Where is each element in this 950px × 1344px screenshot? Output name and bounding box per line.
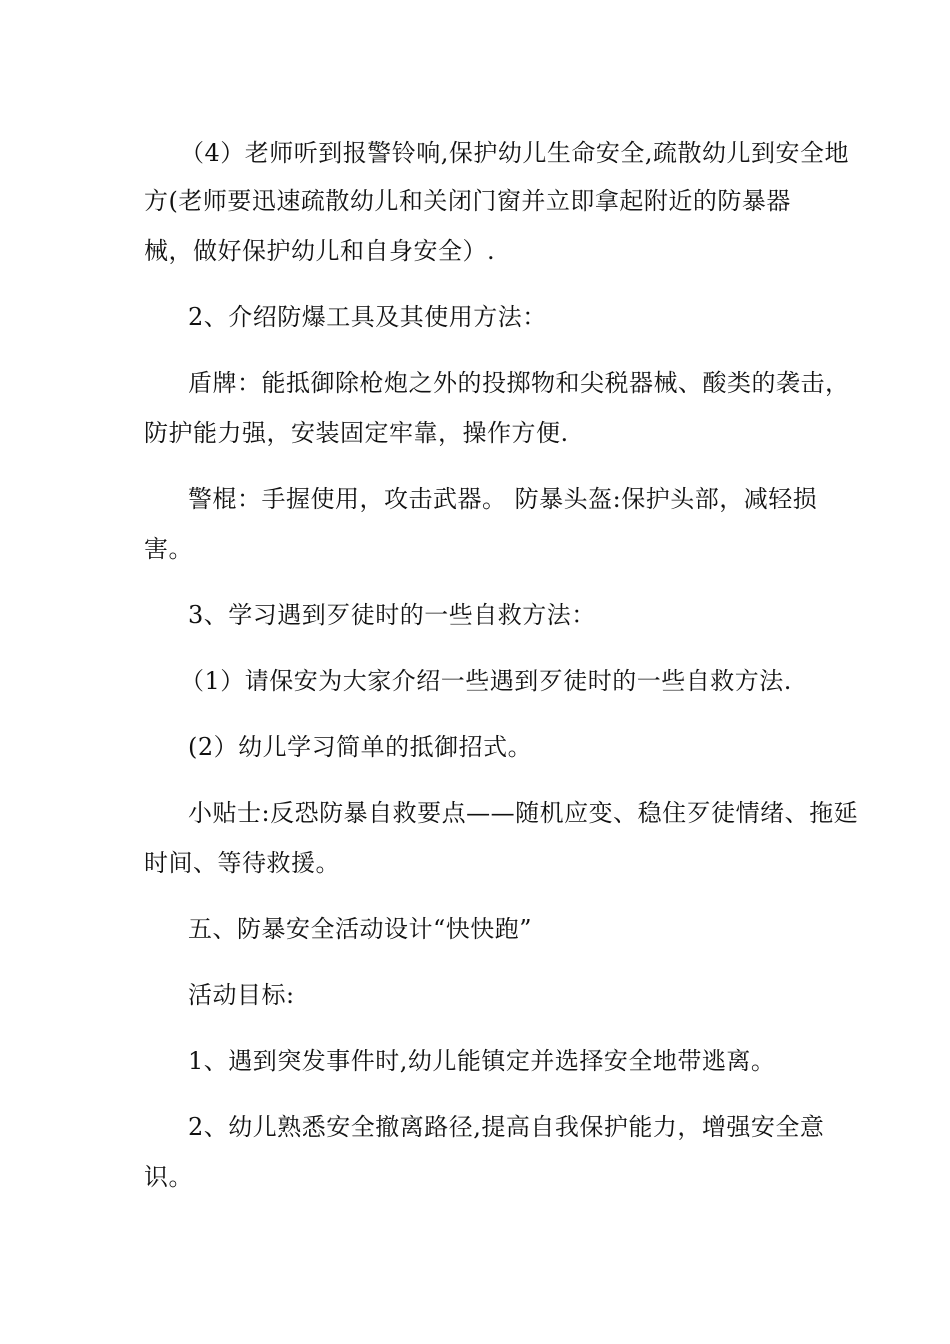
text-line: 方(老师要迅速疏散幼儿和关闭门窗并立即拿起附近的防暴器 <box>144 187 791 215</box>
text-line: 识。 <box>144 1163 193 1191</box>
text-line: 1、遇到突发事件时,幼儿能镇定并选择安全地带逃离。 <box>188 1047 776 1075</box>
text-line: 防护能力强，安装固定牢靠，操作方便. <box>144 419 569 447</box>
text-line: 2、幼儿熟悉安全撤离路径,提高自我保护能力，增强安全意 <box>188 1113 825 1141</box>
text-line: 械，做好保护幼儿和自身安全）. <box>144 237 496 265</box>
text-line: (2）幼儿学习简单的抵御招式。 <box>188 733 533 761</box>
section-heading: 五、防暴安全活动设计“快快跑” <box>188 915 533 943</box>
text-line: 盾牌：能抵御除枪炮之外的投掷物和尖税器械、酸类的袭击， <box>188 369 850 397</box>
tip-line: 小贴士:反恐防暴自救要点——随机应变、稳住歹徒情绪、拖延 <box>188 799 859 827</box>
text-line: （4）老师听到报警铃响,保护幼儿生命安全,疏散幼儿到安全地 <box>180 139 850 167</box>
section-heading: 2、介绍防爆工具及其使用方法： <box>188 303 547 331</box>
subheading: 活动目标: <box>188 981 295 1009</box>
text-line: （1）请保安为大家介绍一些遇到歹徒时的一些自救方法. <box>180 667 792 695</box>
section-heading: 3、学习遇到歹徒时的一些自救方法： <box>188 601 596 629</box>
tip-line: 时间、等待救援。 <box>144 849 340 877</box>
text-line: 警棍：手握使用，攻击武器。 防暴头盔:保护头部，减轻损 <box>188 485 818 513</box>
text-line: 害。 <box>144 535 193 563</box>
